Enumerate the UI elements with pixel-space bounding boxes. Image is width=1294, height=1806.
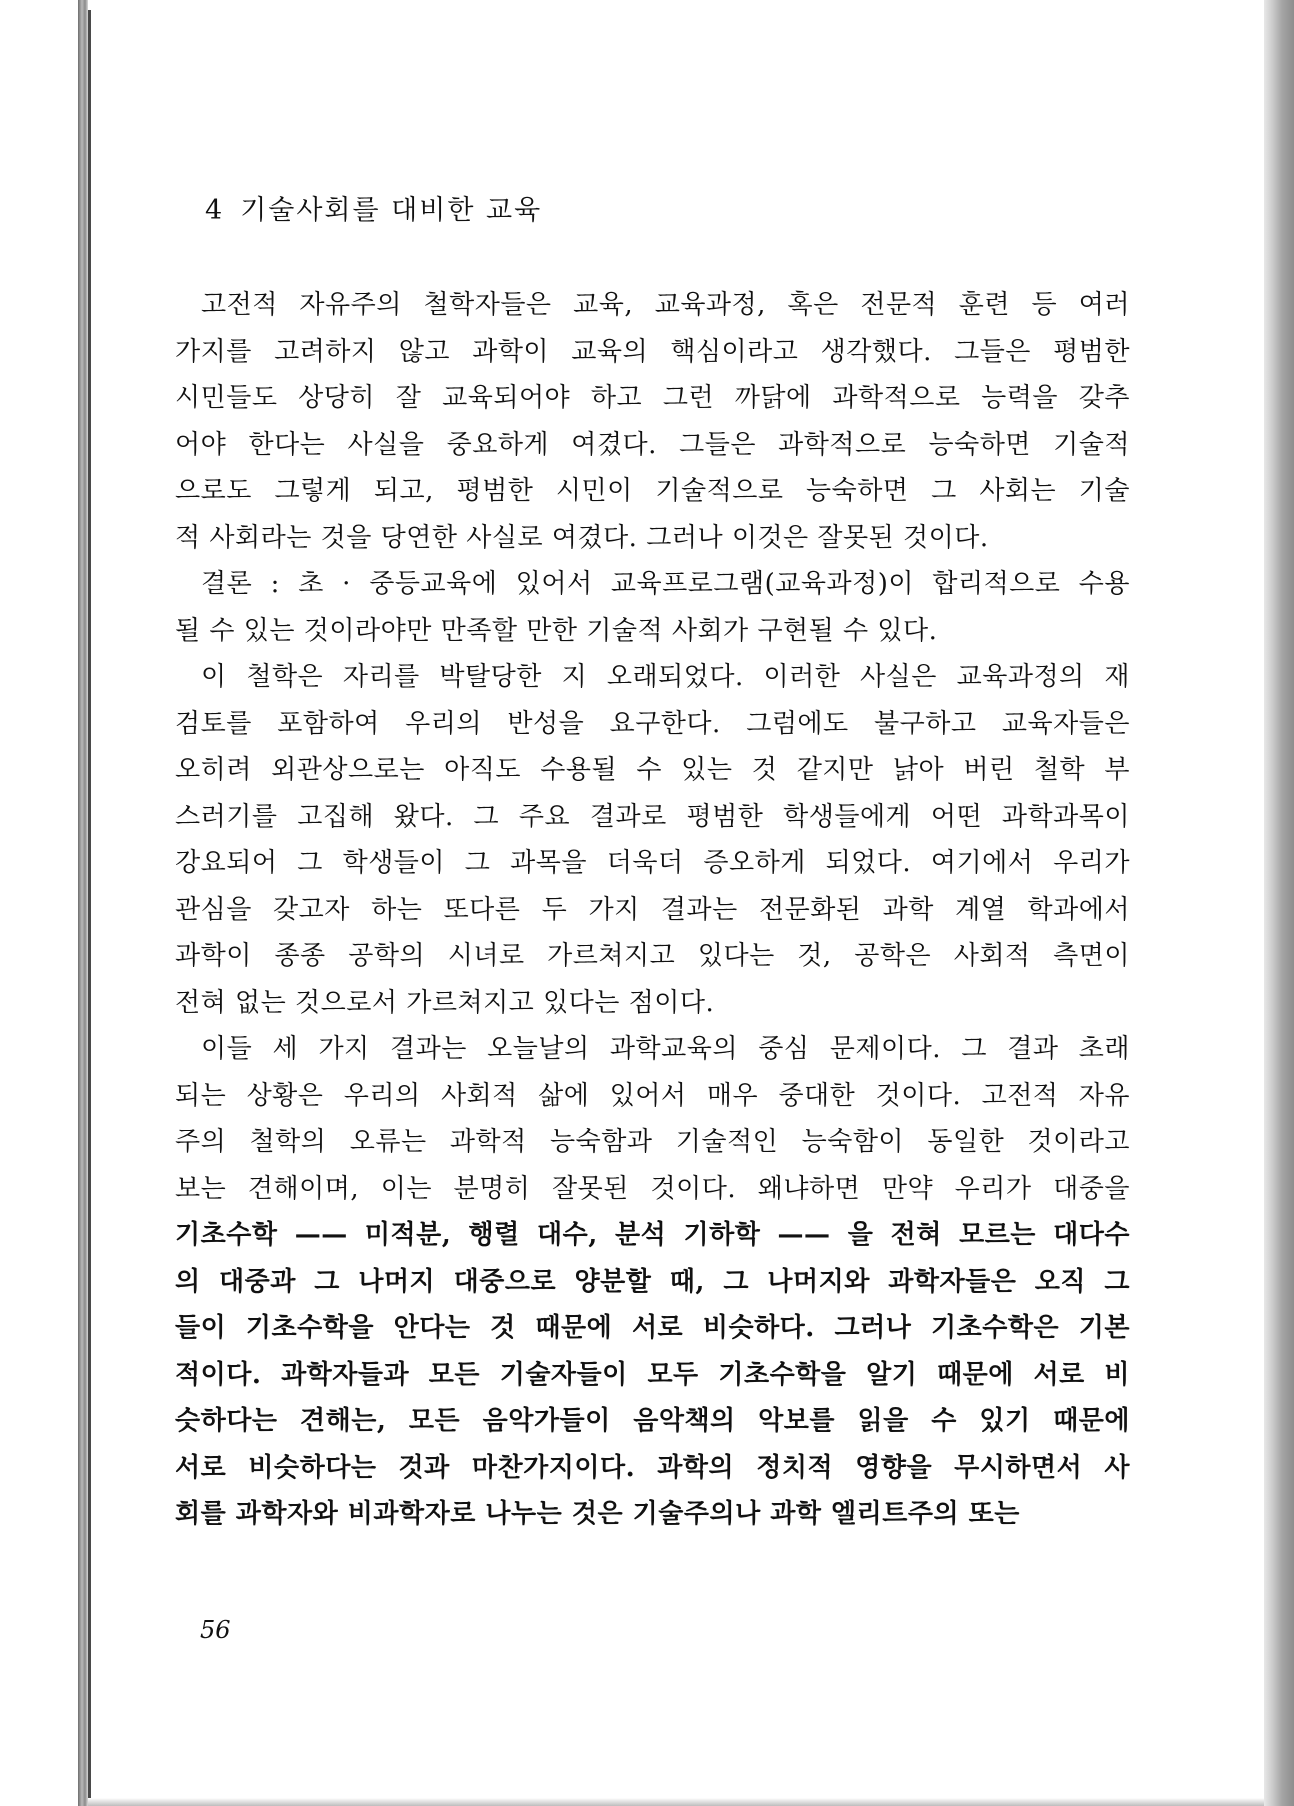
text-line: 고전적 자유주의 철학자들은 교육, 교육과정, 혹은 전문적 훈련 등 여러: [201, 290, 1130, 320]
page-edge-left: [78, 0, 88, 1806]
paragraph: [175, 654, 1130, 1026]
page-edge-bottom: [88, 1798, 1264, 1806]
text-line: 될 수 있는 것이라야만 만족할 만한 기술적 사회가 구현될 수 있다.: [175, 615, 938, 646]
text-line: 으로도 그렇게 되고, 평범한 시민이 기술적으로 능숙하면 그 사회는 기술: [175, 476, 1130, 506]
paragraph: [175, 282, 1130, 561]
page-number: 56: [200, 1616, 231, 1644]
text-line: 스러기를 고집해 왔다. 그 주요 결과로 평범한 학생들에게 어떤 과학과목이: [175, 801, 1130, 832]
text-line: 전혀 없는 것으로서 가르쳐지고 있다는 점이다.: [175, 987, 715, 1018]
section-title: 기술사회를 대비한 교육: [240, 195, 543, 226]
text-line: 결론 : 초 · 중등교육에 있어서 교육프로그램(교육과정)이 합리적으로 수용: [201, 569, 1130, 599]
text-line: 강요되어 그 학생들이 그 과목을 더욱더 증오하게 되었다. 여기에서 우리가: [175, 848, 1130, 878]
body-text: [175, 282, 1130, 1538]
text-line: 의 대중과 그 나머지 대중으로 양분할 때, 그 나머지와 과학자들은 오직 그: [175, 1266, 1130, 1297]
text-line: 가지를 고려하지 않고 과학이 교육의 핵심이라고 생각했다. 그들은 평범한: [175, 336, 1130, 367]
text-line: 검토를 포함하여 우리의 반성을 요구한다. 그럼에도 불구하고 교육자들은: [175, 708, 1130, 739]
text-line: 보는 견해이며, 이는 분명히 잘못된 것이다. 왜냐하면 만약 우리가 대중을: [175, 1173, 1130, 1204]
text-line: 주의 철학의 오류는 과학적 능숙함과 기술적인 능숙함이 동일한 것이라고: [175, 1127, 1130, 1157]
text-line: 오히려 외관상으로는 아직도 수용될 수 있는 것 같지만 낡아 버린 철학 부: [175, 755, 1130, 785]
text-line: 적 사회라는 것을 당연한 사실로 여겼다. 그러나 이것은 잘못된 것이다.: [175, 522, 989, 553]
text-line: 적이다. 과학자들과 모든 기술자들이 모두 기초수학을 알기 때문에 서로 비: [175, 1359, 1130, 1390]
section-number: 4: [205, 195, 225, 226]
section-heading: [205, 188, 542, 227]
page-edge-right: [1264, 0, 1294, 1806]
text-line: 기초수학 —— 미적분, 행렬 대수, 분석 기하학 —— 을 전혀 모르는 대다수: [175, 1220, 1130, 1250]
text-line: 이 철학은 자리를 박탈당한 지 오래되었다. 이러한 사실은 교육과정의 재: [201, 662, 1130, 692]
text-line: 이들 세 가지 결과는 오늘날의 과학교육의 중심 문제이다. 그 결과 초래: [201, 1034, 1130, 1064]
text-line: 회를 과학자와 비과학자로 나누는 것은 기술주의나 과학 엘리트주의 또는: [175, 1499, 1020, 1529]
text-line: 과학이 종종 공학의 시녀로 가르쳐지고 있다는 것, 공학은 사회적 측면이: [175, 941, 1130, 971]
text-line: 관심을 갖고자 하는 또다른 두 가지 결과는 전문화된 과학 계열 학과에서: [175, 894, 1130, 925]
text-line: 슷하다는 견해는, 모든 음악가들이 음악책의 악보를 읽을 수 있기 때문에: [175, 1406, 1130, 1436]
text-line: 어야 한다는 사실을 중요하게 여겼다. 그들은 과학적으로 능숙하면 기술적: [175, 429, 1130, 460]
text-line: 서로 비슷하다는 것과 마찬가지이다. 과학의 정치적 영향을 무시하면서 사: [175, 1452, 1130, 1483]
text-line: 들이 기초수학을 안다는 것 때문에 서로 비슷하다. 그러나 기초수학은 기본: [175, 1313, 1130, 1343]
text-line: 시민들도 상당히 잘 교육되어야 하고 그런 까닭에 과학적으로 능력을 갖추: [175, 383, 1130, 413]
paragraph: [175, 561, 1130, 654]
text-line: 되는 상황은 우리의 사회적 삶에 있어서 매우 중대한 것이다. 고전적 자유: [175, 1080, 1130, 1111]
paragraph: [175, 1026, 1130, 1538]
